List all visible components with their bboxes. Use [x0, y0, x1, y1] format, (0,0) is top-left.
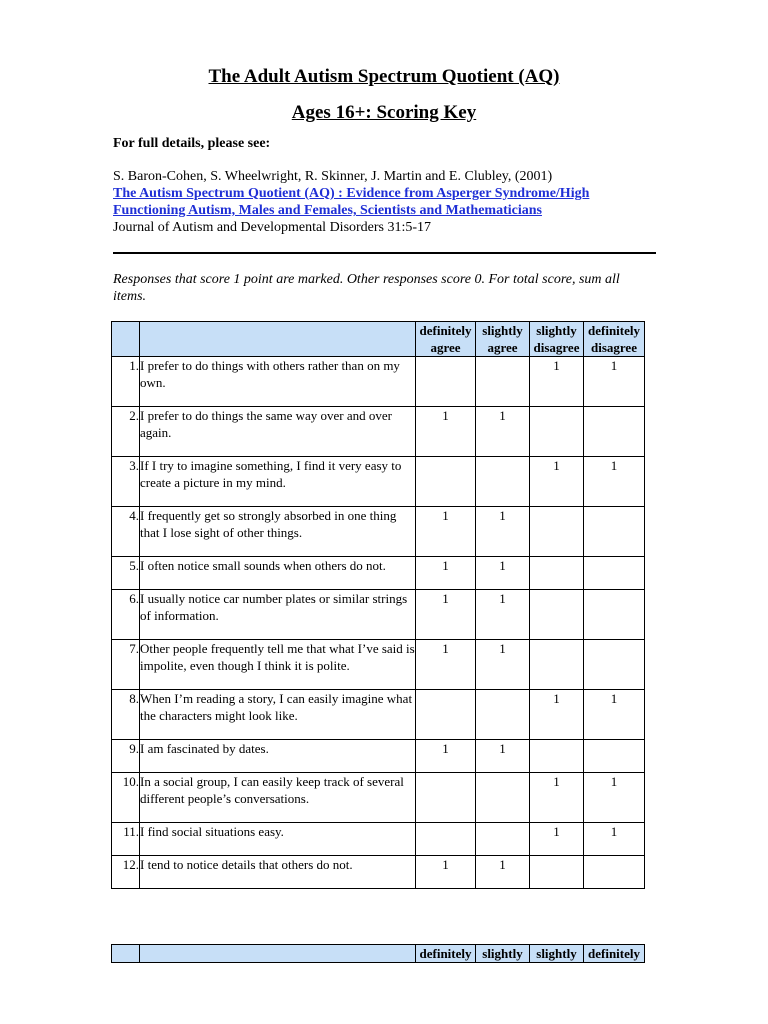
table-header-row-continued — [112, 945, 645, 963]
header-definitely: definitely — [416, 945, 476, 963]
table-row — [112, 590, 645, 640]
score-slightly-disagree: 1 — [530, 773, 584, 823]
table-row — [112, 557, 645, 590]
table-row — [112, 507, 645, 557]
page-title: The Adult Autism Spectrum Quotient (AQ) — [208, 66, 560, 87]
header-slightly-disagree: slightly disagree — [530, 322, 584, 357]
table-header-row — [112, 322, 645, 357]
item-number: 5. — [112, 557, 140, 590]
item-number: 11. — [112, 823, 140, 856]
header-definitely-agree: definitely agree — [416, 322, 476, 357]
score-slightly-agree: 1 — [476, 557, 530, 590]
item-number: 2. — [112, 407, 140, 457]
score-slightly-disagree: 1 — [530, 457, 584, 507]
score-slightly-agree: 1 — [476, 407, 530, 457]
score-slightly-disagree: 1 — [530, 690, 584, 740]
score-definitely-agree — [416, 690, 476, 740]
score-definitely-disagree: 1 — [584, 690, 645, 740]
score-slightly-agree — [476, 773, 530, 823]
item-question: I usually notice car number plates or similar strings of information. — [140, 590, 416, 640]
table-row — [112, 640, 645, 690]
table-row — [112, 773, 645, 823]
horizontal-divider — [113, 252, 656, 254]
score-slightly-disagree — [530, 407, 584, 457]
score-definitely-agree: 1 — [416, 407, 476, 457]
score-definitely-disagree: 1 — [584, 457, 645, 507]
score-definitely-disagree — [584, 557, 645, 590]
score-definitely-disagree: 1 — [584, 773, 645, 823]
score-slightly-agree: 1 — [476, 590, 530, 640]
item-question: When I’m reading a story, I can easily imagine what the characters might look like. — [140, 690, 416, 740]
item-number: 1. — [112, 357, 140, 407]
table-row — [112, 357, 645, 407]
item-question: I am fascinated by dates. — [140, 740, 416, 773]
full-details-label: For full details, please see: — [113, 136, 271, 151]
item-question: If I try to imagine something, I find it very easy to create a picture in my mind. — [140, 457, 416, 507]
citation-link-line-1[interactable]: The Autism Spectrum Quotient (AQ) : Evidence from Asperger Syndrome/High — [113, 186, 590, 201]
item-number: 10. — [112, 773, 140, 823]
scoring-table-continued — [111, 944, 645, 963]
item-number: 4. — [112, 507, 140, 557]
score-slightly-disagree — [530, 557, 584, 590]
header-blank-num — [112, 322, 140, 357]
score-slightly-disagree: 1 — [530, 357, 584, 407]
item-question: I often notice small sounds when others do not. — [140, 557, 416, 590]
item-question: I tend to notice details that others do not. — [140, 856, 416, 889]
header-slightly: slightly — [530, 945, 584, 963]
citation-journal: Journal of Autism and Developmental Disorders 31:5-17 — [113, 220, 432, 235]
score-definitely-disagree: 1 — [584, 357, 645, 407]
item-question: Other people frequently tell me that what I’ve said is impolite, even though I think it is polite. — [140, 640, 416, 690]
item-number: 9. — [112, 740, 140, 773]
header-definitely: definitely — [584, 945, 645, 963]
item-question: In a social group, I can easily keep track of several different people’s conversations. — [140, 773, 416, 823]
score-definitely-agree — [416, 457, 476, 507]
score-definitely-disagree: 1 — [584, 823, 645, 856]
item-number: 6. — [112, 590, 140, 640]
score-definitely-agree: 1 — [416, 856, 476, 889]
score-slightly-disagree: 1 — [530, 823, 584, 856]
scoring-note: Responses that score 1 point are marked. Other responses score 0. For total score, sum all items. — [113, 272, 620, 304]
citation-authors: S. Baron-Cohen, S. Wheelwright, R. Skinner, J. Martin and E. Clubley, (2001) — [113, 169, 553, 184]
score-slightly-agree: 1 — [476, 507, 530, 557]
score-slightly-disagree — [530, 740, 584, 773]
score-slightly-disagree — [530, 507, 584, 557]
table-row — [112, 740, 645, 773]
header-slightly: slightly — [476, 945, 530, 963]
score-definitely-agree: 1 — [416, 507, 476, 557]
score-slightly-agree: 1 — [476, 740, 530, 773]
header-blank-question — [140, 945, 416, 963]
score-definitely-disagree — [584, 640, 645, 690]
score-slightly-agree — [476, 457, 530, 507]
item-number: 8. — [112, 690, 140, 740]
score-definitely-agree: 1 — [416, 590, 476, 640]
score-definitely-disagree — [584, 740, 645, 773]
score-definitely-agree — [416, 773, 476, 823]
item-question: I find social situations easy. — [140, 823, 416, 856]
table-row — [112, 407, 645, 457]
score-definitely-disagree — [584, 856, 645, 889]
page-subtitle: Ages 16+: Scoring Key — [291, 102, 477, 123]
score-slightly-disagree — [530, 590, 584, 640]
table-row — [112, 856, 645, 889]
table-row — [112, 823, 645, 856]
scoring-table — [111, 321, 645, 889]
item-question: I prefer to do things the same way over and over again. — [140, 407, 416, 457]
score-slightly-disagree — [530, 856, 584, 889]
score-definitely-agree: 1 — [416, 740, 476, 773]
score-definitely-agree: 1 — [416, 557, 476, 590]
header-blank-num — [112, 945, 140, 963]
item-number: 3. — [112, 457, 140, 507]
table-row — [112, 690, 645, 740]
table-row — [112, 457, 645, 507]
item-number: 7. — [112, 640, 140, 690]
header-definitely-disagree: definitely disagree — [584, 322, 645, 357]
item-question: I prefer to do things with others rather than on my own. — [140, 357, 416, 407]
score-slightly-agree — [476, 690, 530, 740]
score-slightly-agree: 1 — [476, 856, 530, 889]
score-definitely-agree: 1 — [416, 640, 476, 690]
score-definitely-disagree — [584, 407, 645, 457]
header-slightly-agree: slightly agree — [476, 322, 530, 357]
score-definitely-disagree — [584, 590, 645, 640]
citation-link-line-2[interactable]: Functioning Autism, Males and Females, Scientists and Mathematicians — [113, 203, 542, 218]
score-slightly-agree — [476, 823, 530, 856]
score-slightly-agree: 1 — [476, 640, 530, 690]
score-definitely-agree — [416, 823, 476, 856]
score-slightly-agree — [476, 357, 530, 407]
header-blank-question — [140, 322, 416, 357]
item-number: 12. — [112, 856, 140, 889]
item-question: I frequently get so strongly absorbed in one thing that I lose sight of other things. — [140, 507, 416, 557]
score-definitely-disagree — [584, 507, 645, 557]
citation — [113, 168, 653, 236]
score-definitely-agree — [416, 357, 476, 407]
score-slightly-disagree — [530, 640, 584, 690]
